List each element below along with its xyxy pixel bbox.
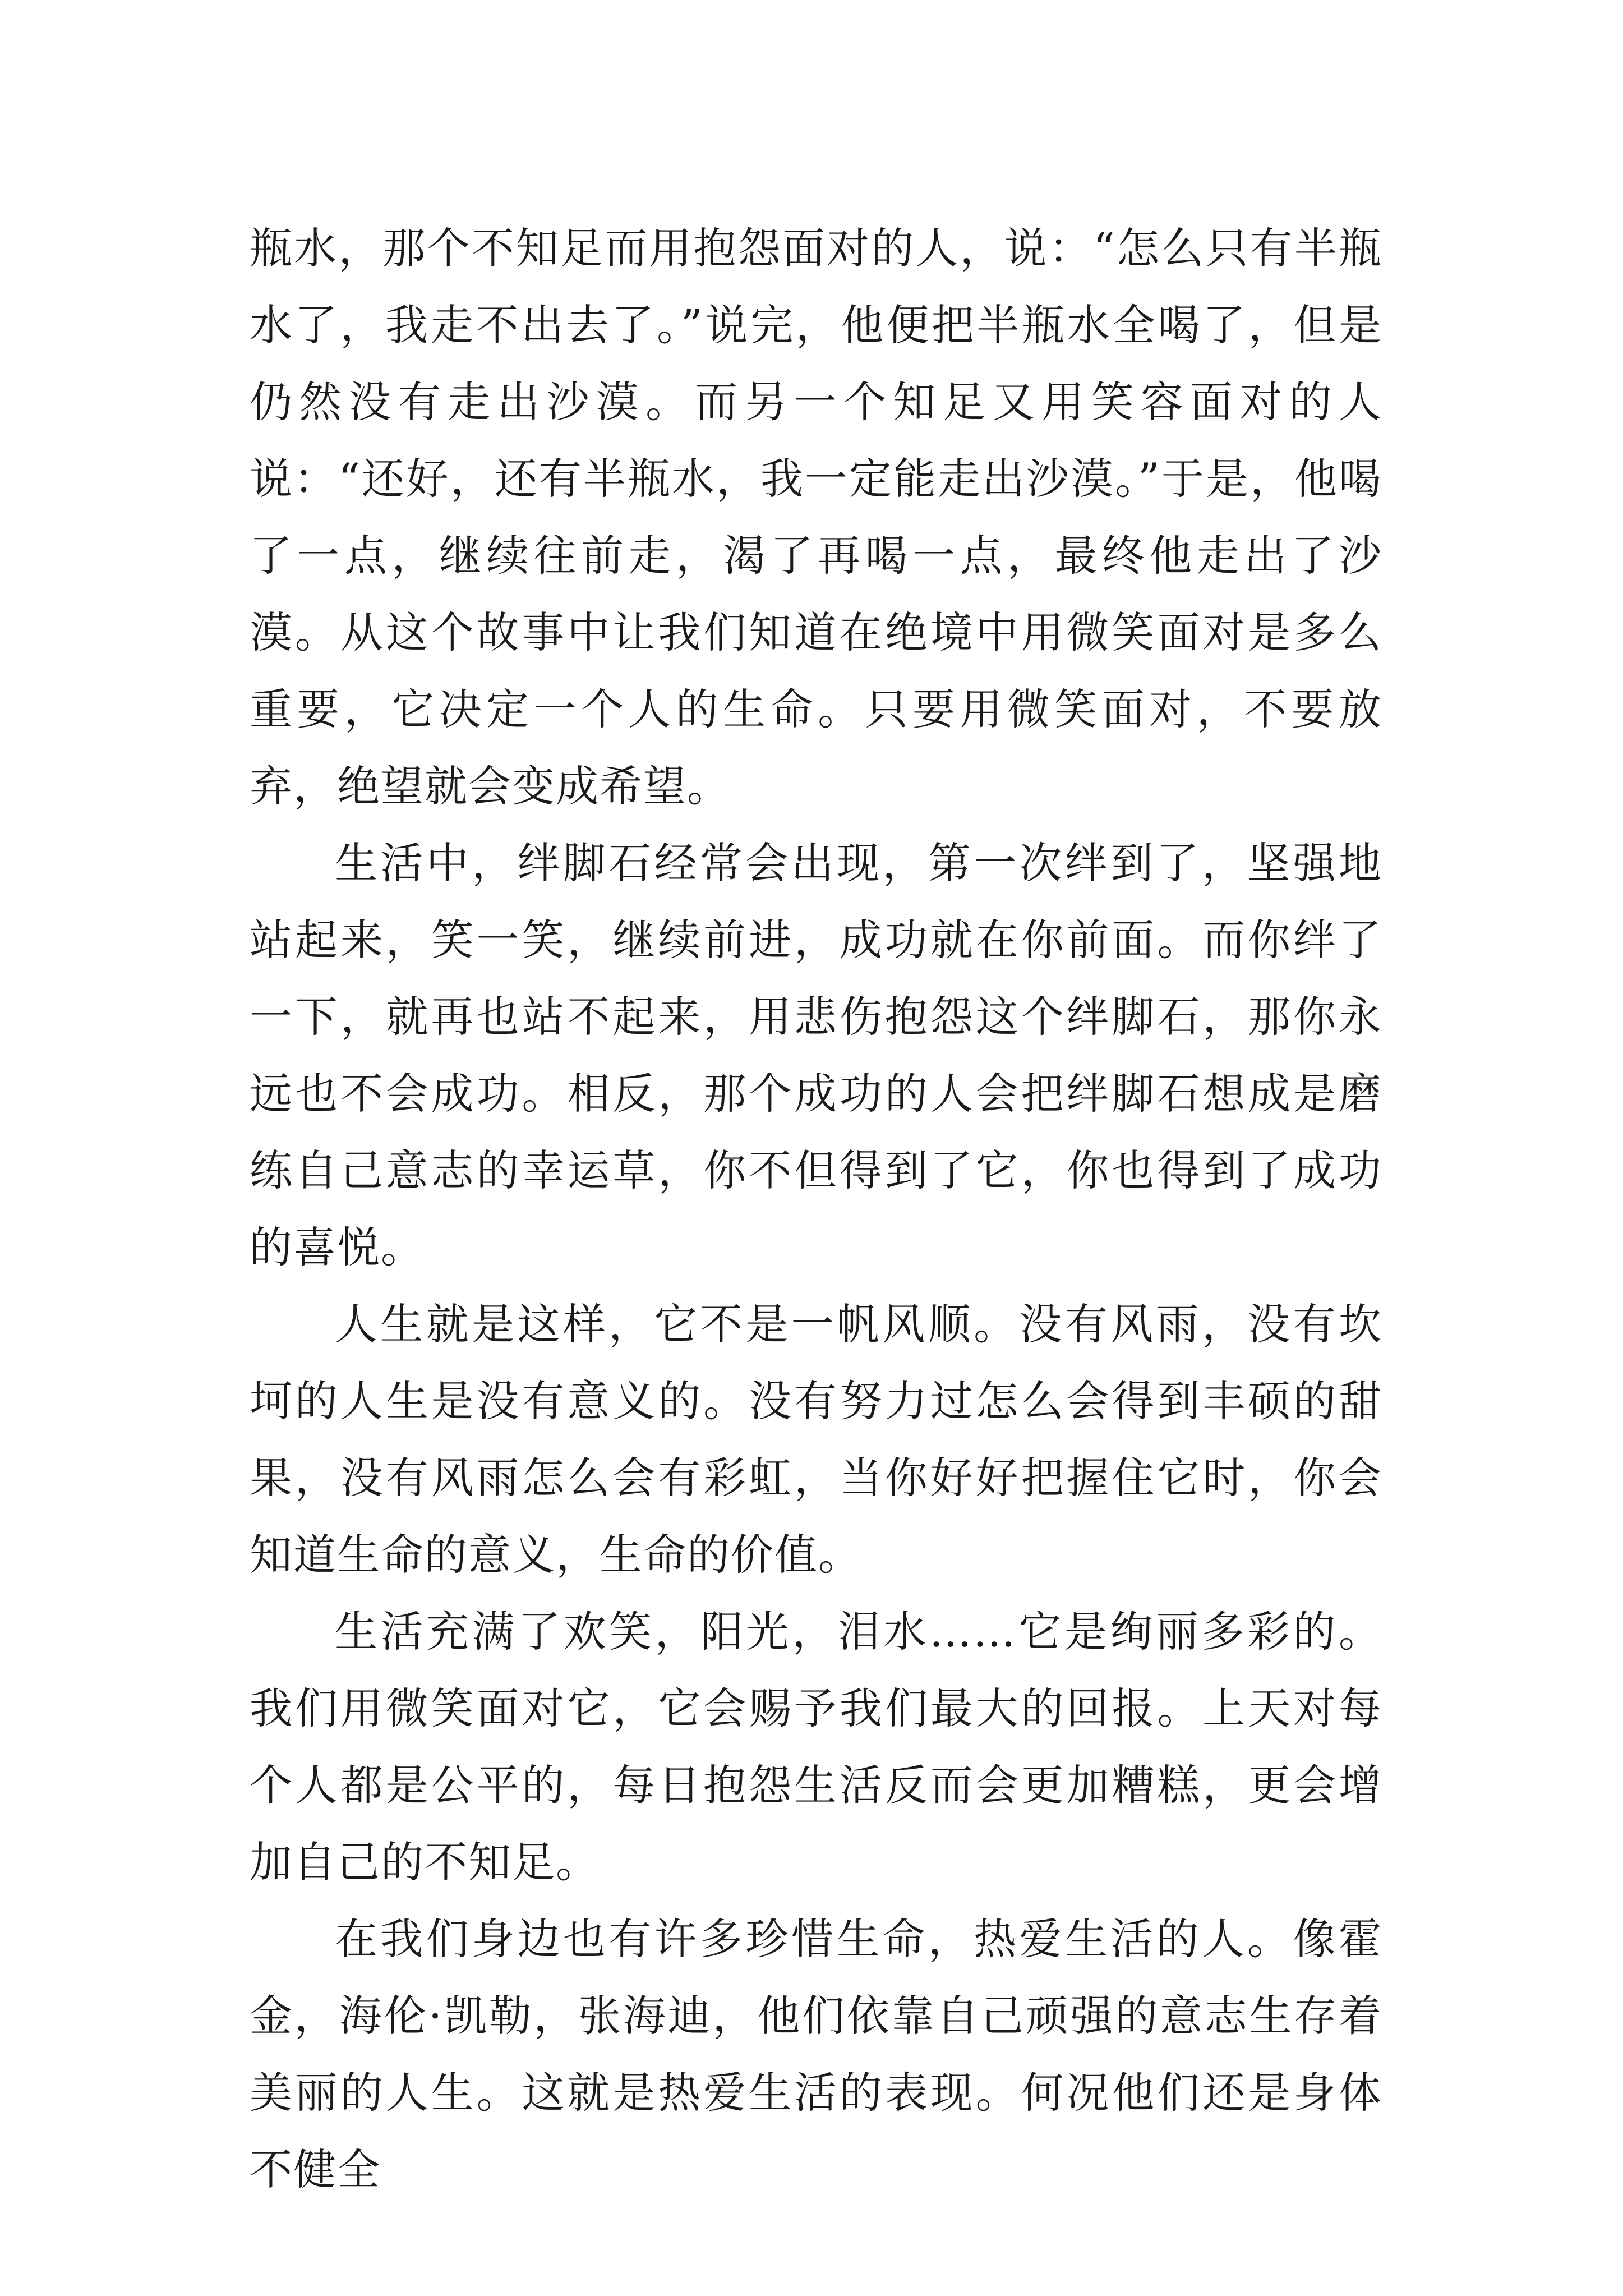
paragraph-4: 生活充满了欢笑，阳光，泪水……它是绚丽多彩的。我们用微笑面对它，它会赐予我们最大的回报。上天对每个人都是公平的，每日抱怨生活反而会更加糟糕，更会增加自己的不知足。	[250, 1607, 1382, 1887]
paragraph-3: 人生就是这样，它不是一帆风顺。没有风雨，没有坎坷的人生是没有意义的。没有努力过怎么会得到丰硕的甜果，没有风雨怎么会有彩虹，当你好好把握住它时，你会知道生命的意义，生命的价值。	[250, 1299, 1382, 1580]
paragraph-5: 在我们身边也有许多珍惜生命，热爱生活的人。像霍金，海伦·凯勒，张海迪，他们依靠自己顽强的意志生存着美丽的人生。这就是热爱生活的表现。何况他们还是身体不健全	[250, 1914, 1382, 2194]
body-text	[250, 210, 1382, 2208]
paragraph-2: 生活中，绊脚石经常会出现，第一次绊到了，坚强地站起来，笑一笑，继续前进，成功就在你前面。而你绊了一下，就再也站不起来，用悲伤抱怨这个绊脚石，那你永远也不会成功。相反，那个成功的人会把绊脚石想成是磨练自己意志的幸运草，你不但得到了它，你也得到了成功的喜悦。	[250, 838, 1382, 1272]
paragraph-1: 瓶水，那个不知足而用抱怨面对的人，说：“怎么只有半瓶水了，我走不出去了。”说完，他便把半瓶水全喝了，但是仍然没有走出沙漠。而另一个知足又用笑容面对的人说：“还好，还有半瓶水，我一定能走出沙漠。”于是，他喝了一点，继续往前走，渴了再喝一点，最终他走出了沙漠。从这个故事中让我们知道在绝境中用微笑面对是多么重要，它决定一个人的生命。只要用微笑面对，不要放弃，绝望就会变成希望。	[250, 223, 1382, 811]
